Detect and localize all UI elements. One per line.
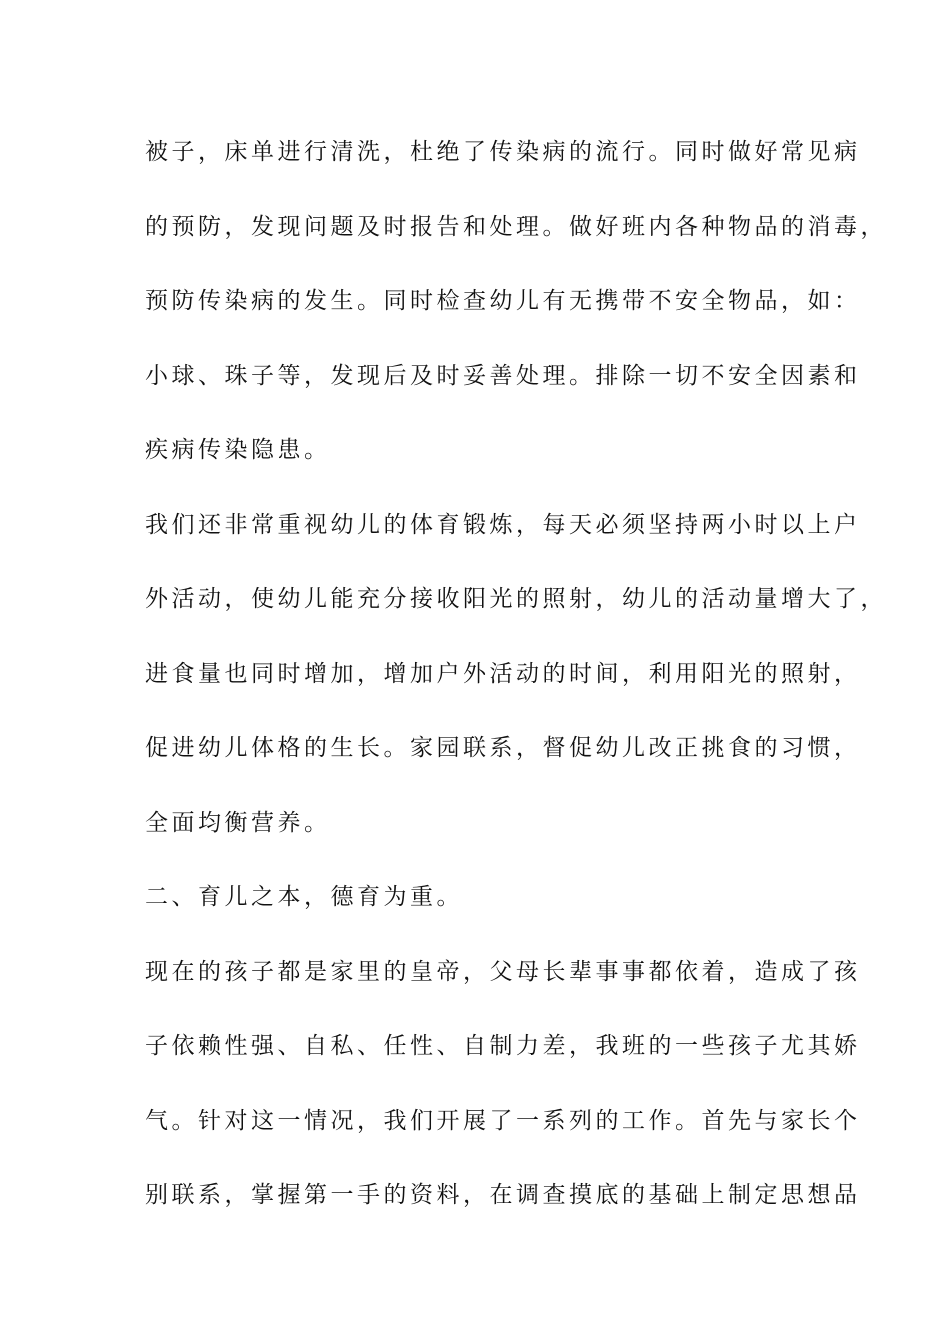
text-line: 的预防，发现问题及时报告和处理。做好班内各种物品的消毒， xyxy=(145,213,887,240)
text-line: 气。针对这一情况，我们开展了一系列的工作。首先与家长个 xyxy=(145,1107,861,1134)
section-heading: 二、育儿之本，德育为重。 xyxy=(145,884,463,910)
text-line: 全面均衡营养。 xyxy=(145,809,331,836)
text-line: 被子，床单进行清洗，杜绝了传染病的流行。同时做好常见病 xyxy=(145,139,861,165)
text-line: 现在的孩子都是家里的皇帝，父母长辈事事都依着，造成了孩 xyxy=(145,958,861,985)
text-line: 预防传染病的发生。同时检查幼儿有无携带不安全物品，如： xyxy=(145,288,861,314)
text-line: 我们还非常重视幼儿的体育锻炼，每天必须坚持两小时以上户 xyxy=(145,511,861,538)
text-line: 别联系，掌握第一手的资料，在调查摸底的基础上制定思想品 xyxy=(145,1182,861,1208)
document-body xyxy=(145,130,887,1248)
text-line: 子依赖性强、自私、任性、自制力差，我班的一些孩子尤其娇 xyxy=(145,1033,861,1059)
text-line: 促进幼儿体格的生长。家园联系，督促幼儿改正挑食的习惯， xyxy=(145,735,861,761)
text-line: 小球、珠子等，发现后及时妥善处理。排除一切不安全因素和 xyxy=(145,362,861,389)
text-line: 疾病传染隐患。 xyxy=(145,437,331,463)
text-line: 外活动，使幼儿能充分接收阳光的照射，幼儿的活动量增大了， xyxy=(145,586,887,612)
text-line: 进食量也同时增加，增加户外活动的时间，利用阳光的照射， xyxy=(145,660,861,687)
